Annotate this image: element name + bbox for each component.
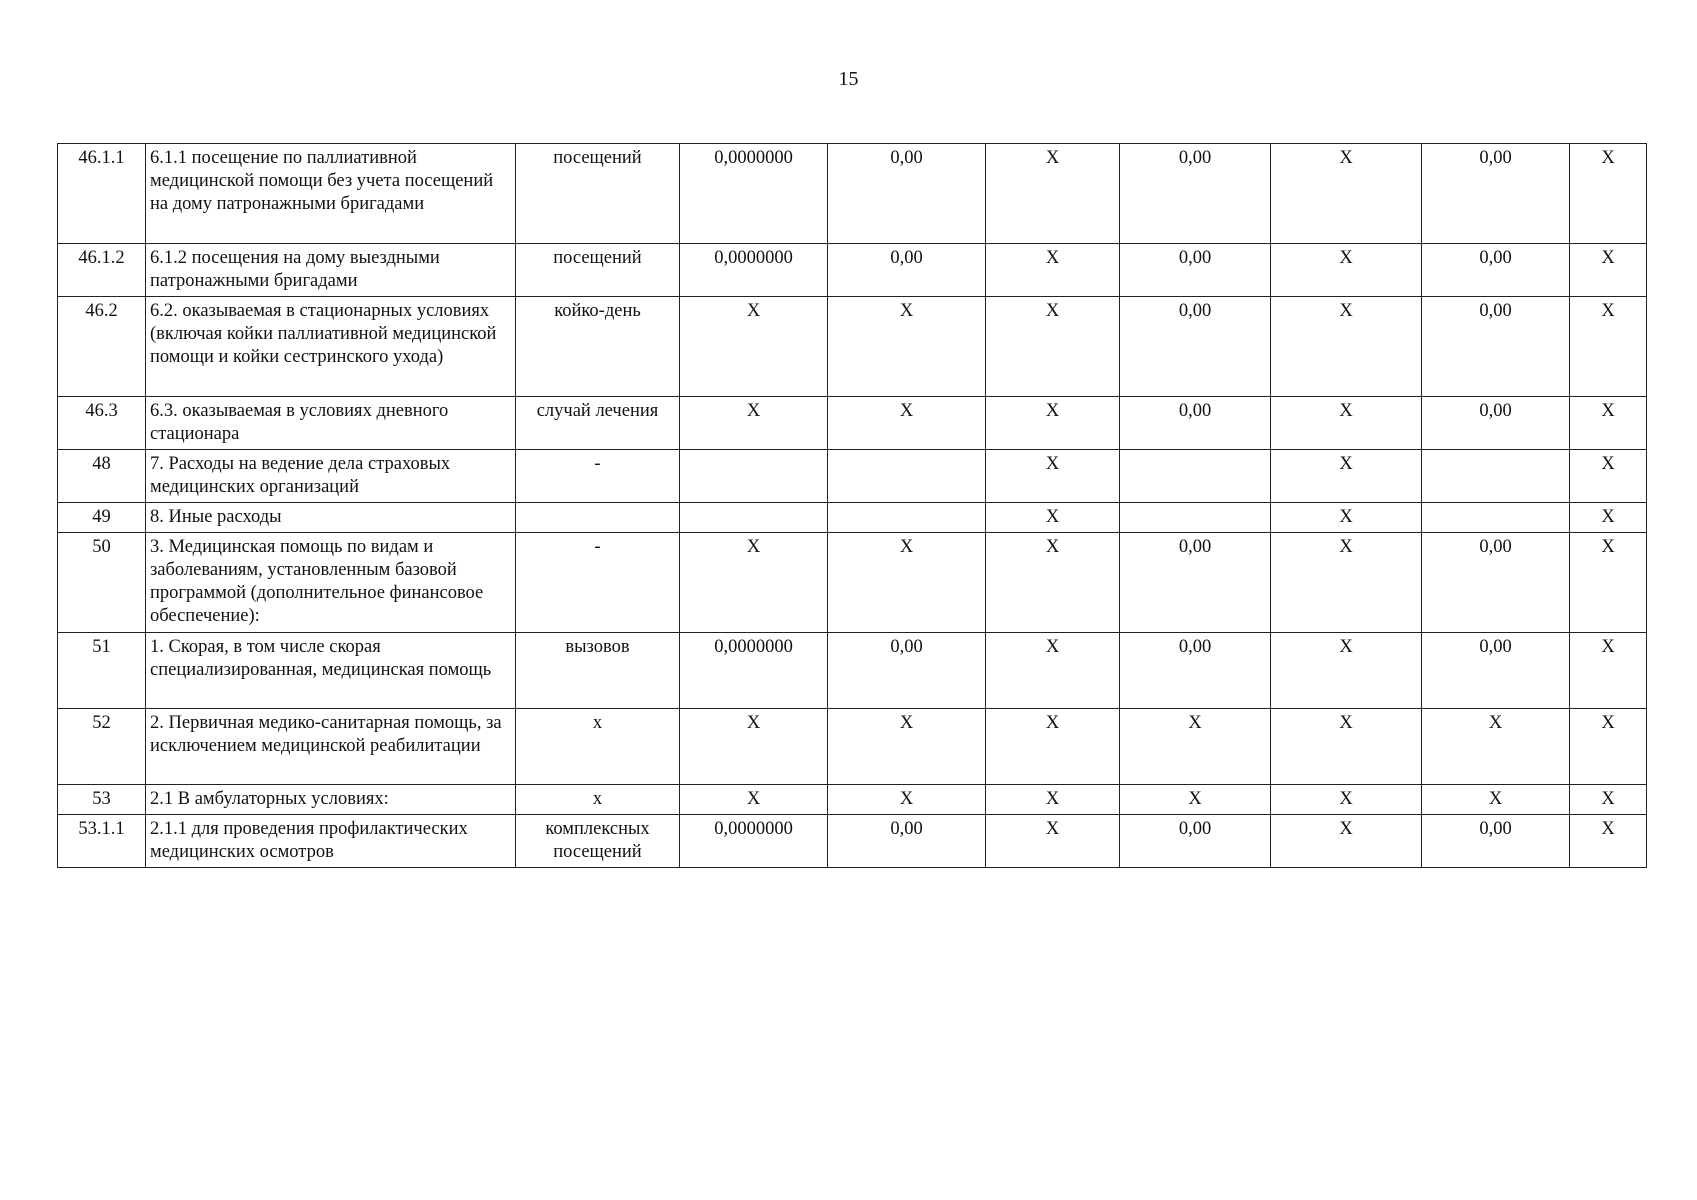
row-value [1422,503,1570,533]
row-value: 0,0000000 [680,815,828,868]
row-name: 3. Медицинская помощь по видам и заболеваниям, установленным базовой программой (дополнительное финансовое обеспечение): [146,533,516,633]
row-value: X [680,533,828,633]
row-value: X [1120,709,1271,785]
row-value: X [828,709,986,785]
row-code: 51 [58,633,146,709]
row-value: X [1120,785,1271,815]
row-value: 0,00 [828,633,986,709]
row-code: 48 [58,450,146,503]
row-value [1120,503,1271,533]
row-name: 6.3. оказываемая в условиях дневного стационара [146,397,516,450]
row-code: 46.3 [58,397,146,450]
row-value: X [828,533,986,633]
row-value: 0,00 [1120,297,1271,397]
row-unit: - [516,533,680,633]
row-value: 0,00 [828,244,986,297]
row-value: X [986,785,1120,815]
row-value: X [986,633,1120,709]
table-row [58,450,1647,503]
row-code: 52 [58,709,146,785]
table-row [58,785,1647,815]
row-value: X [680,785,828,815]
row-value: X [1570,503,1647,533]
row-value: X [680,397,828,450]
row-value: X [1570,633,1647,709]
row-value: X [986,397,1120,450]
row-name: 6.1.1 посещение по паллиативной медицинской помощи без учета посещений на дому патронажными бригадами [146,144,516,244]
row-value: 0,00 [1422,244,1570,297]
row-name: 1. Скорая, в том числе скорая специализированная, медицинская помощь [146,633,516,709]
row-value [828,450,986,503]
row-value: 0,00 [1422,397,1570,450]
row-value: X [1271,709,1422,785]
row-value: 0,0000000 [680,633,828,709]
row-value: 0,00 [1120,815,1271,868]
row-unit: случай лечения [516,397,680,450]
row-name: 2. Первичная медико-санитарная помощь, за исключением медицинской реабилитации [146,709,516,785]
row-value: X [1271,633,1422,709]
page-number: 15 [838,68,859,90]
row-value: 0,00 [1422,297,1570,397]
row-code: 46.2 [58,297,146,397]
row-value: 0,00 [1120,397,1271,450]
row-code: 50 [58,533,146,633]
table-row [58,503,1647,533]
row-value: X [1271,503,1422,533]
row-unit: койко-день [516,297,680,397]
row-unit: х [516,709,680,785]
row-value: 0,00 [1120,144,1271,244]
row-value: X [1570,450,1647,503]
row-value: X [1570,244,1647,297]
row-value: X [1570,533,1647,633]
row-value: X [986,503,1120,533]
row-value: X [1271,450,1422,503]
row-name: 6.2. оказываемая в стационарных условиях (включая койки паллиативной медицинской помощи и койки сестринского ухода) [146,297,516,397]
row-value: X [1271,244,1422,297]
row-value: X [828,785,986,815]
row-unit [516,503,680,533]
row-unit: вызовов [516,633,680,709]
row-value: X [1570,785,1647,815]
row-value: X [986,709,1120,785]
row-unit: посещений [516,244,680,297]
row-name: 2.1 В амбулаторных условиях: [146,785,516,815]
row-value: 0,00 [1422,815,1570,868]
row-value: 0,00 [1422,633,1570,709]
row-value [828,503,986,533]
row-unit: - [516,450,680,503]
row-value: 0,00 [828,144,986,244]
row-value: X [1271,397,1422,450]
table-row [58,815,1647,868]
row-unit: посещений [516,144,680,244]
row-name: 7. Расходы на ведение дела страховых медицинских организаций [146,450,516,503]
row-code: 53.1.1 [58,815,146,868]
row-value: 0,00 [828,815,986,868]
row-value [680,450,828,503]
row-value: X [986,244,1120,297]
table-row [58,397,1647,450]
row-value: X [986,450,1120,503]
row-name: 2.1.1 для проведения профилактических медицинских осмотров [146,815,516,868]
row-value: X [1570,815,1647,868]
row-value: X [1271,297,1422,397]
row-value [1422,450,1570,503]
row-code: 46.1.1 [58,144,146,244]
row-value: 0,00 [1120,533,1271,633]
row-value: X [1570,397,1647,450]
row-code: 49 [58,503,146,533]
row-value: X [1570,709,1647,785]
row-unit: комплексных посещений [516,815,680,868]
row-value: X [1422,785,1570,815]
expenses-table [57,143,1647,868]
row-value: X [828,297,986,397]
row-value: X [680,709,828,785]
row-value: X [1570,144,1647,244]
row-value: X [986,533,1120,633]
row-value: X [986,815,1120,868]
row-value: 0,0000000 [680,244,828,297]
table-row [58,244,1647,297]
table-row [58,533,1647,633]
row-value: X [1271,144,1422,244]
row-value: X [1271,533,1422,633]
table-row [58,633,1647,709]
row-value: 0,00 [1422,144,1570,244]
row-value: X [828,397,986,450]
row-value: X [986,144,1120,244]
row-value: 0,0000000 [680,144,828,244]
row-value: X [1422,709,1570,785]
row-value [1120,450,1271,503]
row-value: 0,00 [1422,533,1570,633]
row-value: 0,00 [1120,244,1271,297]
row-value: X [986,297,1120,397]
row-value: 0,00 [1120,633,1271,709]
table-row [58,297,1647,397]
row-code: 46.1.2 [58,244,146,297]
row-code: 53 [58,785,146,815]
row-value [680,503,828,533]
row-value: X [1570,297,1647,397]
row-name: 8. Иные расходы [146,503,516,533]
table-row [58,144,1647,244]
row-unit: х [516,785,680,815]
row-value: X [1271,815,1422,868]
row-value: X [680,297,828,397]
row-name: 6.1.2 посещения на дому выездными патронажными бригадами [146,244,516,297]
table-row [58,709,1647,785]
row-value: X [1271,785,1422,815]
